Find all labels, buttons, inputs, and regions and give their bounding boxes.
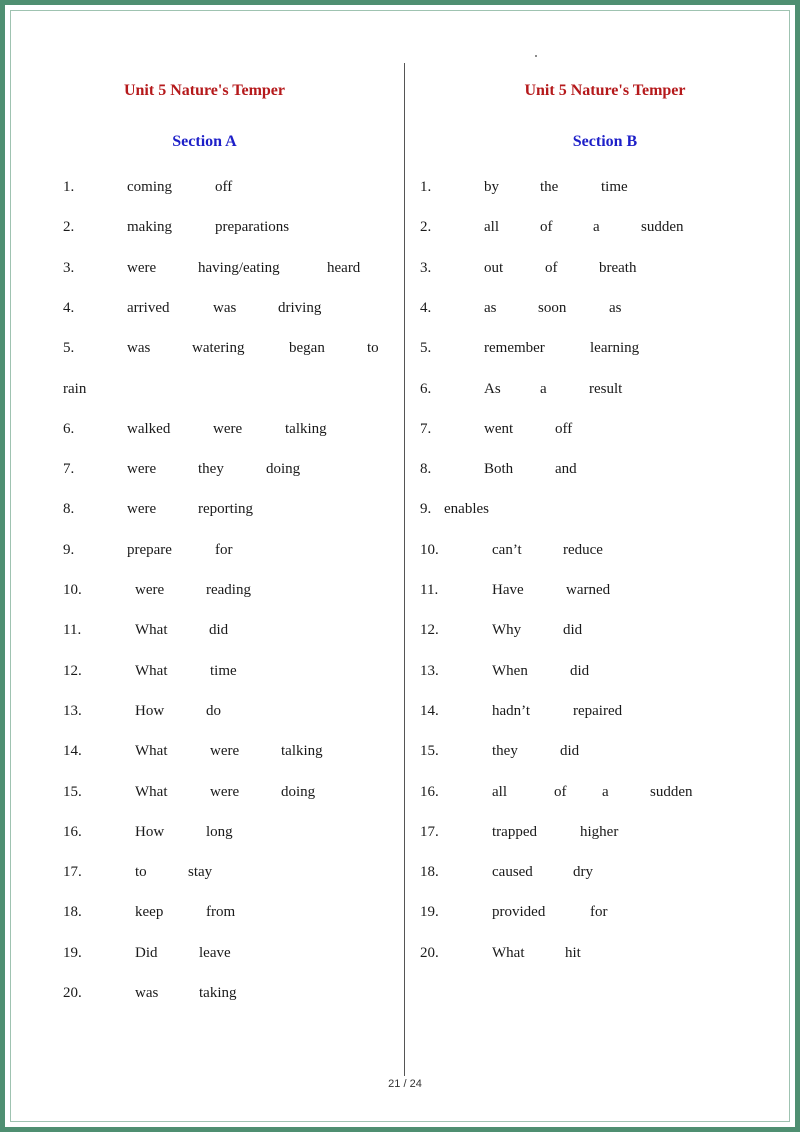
answer-word: a — [593, 219, 600, 236]
page-number: 21 / 24 — [388, 1078, 422, 1090]
answer-word: caused — [492, 864, 533, 881]
item-number: 19. — [420, 904, 439, 921]
answer-word: talking — [285, 420, 327, 437]
answer-row — [405, 542, 800, 564]
item-number: 12. — [63, 662, 82, 679]
answer-word: having/eating — [198, 259, 280, 276]
answer-row — [405, 864, 800, 886]
answer-word: can’t — [492, 541, 522, 558]
answer-row — [405, 179, 800, 201]
answer-word: they — [198, 461, 224, 478]
answer-word: remember — [484, 340, 545, 357]
answer-word: What — [492, 944, 525, 961]
answer-row — [5, 219, 404, 241]
answer-word: of — [545, 259, 558, 276]
answer-row — [5, 864, 404, 886]
answer-row — [405, 340, 800, 362]
answer-word: reduce — [563, 541, 603, 558]
answer-word: of — [540, 219, 553, 236]
answer-row — [5, 179, 404, 201]
item-number: 16. — [420, 783, 439, 800]
answer-word: a — [602, 783, 609, 800]
answer-word: to — [367, 340, 379, 357]
item-number: 11. — [63, 622, 82, 639]
answer-word: all — [484, 219, 499, 236]
answer-word: stay — [188, 864, 213, 881]
answer-word: making — [127, 219, 172, 236]
unit-title-right: Unit 5 Nature's Temper — [524, 82, 686, 99]
answer-word: What — [135, 662, 168, 679]
answer-word: result — [589, 380, 623, 397]
item-number: 10. — [63, 582, 82, 598]
answer-word: Have — [492, 582, 524, 598]
item-number: 2. — [63, 219, 75, 236]
answer-word: all — [492, 783, 507, 800]
item-number: 10. — [420, 541, 439, 558]
answer-word: What — [135, 743, 168, 760]
answer-row — [405, 904, 800, 926]
item-number: 17. — [63, 864, 82, 881]
answer-row — [5, 663, 404, 685]
answer-word: off — [215, 179, 233, 195]
item-number: 7. — [420, 420, 432, 437]
item-number: 13. — [63, 702, 82, 719]
answer-word: leave — [199, 944, 231, 961]
answer-word: by — [484, 179, 499, 195]
answer-row — [5, 784, 404, 806]
answer-word: to — [135, 864, 147, 881]
answer-row — [405, 663, 800, 685]
answer-row — [5, 824, 404, 846]
answer-row — [405, 300, 800, 322]
answer-word: off — [555, 420, 573, 437]
answer-word: long — [206, 823, 233, 840]
answer-row — [5, 421, 404, 443]
item-number: 18. — [420, 864, 439, 881]
answer-word: Did — [135, 944, 158, 961]
answer-row — [405, 381, 800, 403]
item-number: 6. — [63, 420, 75, 437]
item-number: 5. — [63, 340, 75, 357]
item-number: 14. — [63, 743, 82, 760]
item-number: 3. — [63, 259, 75, 276]
answer-word: of — [554, 783, 567, 800]
section-title-a: Section A — [172, 133, 237, 150]
answer-row — [5, 260, 404, 282]
answer-word: as — [484, 299, 497, 316]
answer-word: were — [210, 783, 240, 800]
answer-word: were — [210, 743, 240, 760]
item-number: 6. — [420, 380, 432, 397]
answer-word: higher — [580, 823, 619, 840]
answer-word: was — [127, 340, 151, 357]
answer-row — [405, 582, 800, 604]
item-number: 20. — [63, 985, 82, 1001]
answer-word: were — [127, 259, 157, 276]
item-number: 13. — [420, 662, 439, 679]
answer-row — [5, 582, 404, 604]
answer-row — [5, 985, 404, 1007]
answer-row — [405, 219, 800, 241]
answer-word: watering — [192, 340, 245, 357]
answer-word: heard — [327, 259, 361, 276]
item-number: 3. — [420, 259, 432, 276]
answer-word: and — [555, 461, 577, 478]
answer-word: Both — [484, 461, 514, 478]
answer-row — [5, 945, 404, 967]
unit-title-left: Unit 5 Nature's Temper — [123, 82, 286, 99]
answer-word: repaired — [573, 702, 623, 719]
answer-row — [5, 703, 404, 725]
item-number: 9. — [420, 501, 432, 518]
answer-word: they — [492, 743, 518, 760]
answer-word: did — [560, 743, 580, 760]
answer-word: What — [135, 622, 168, 639]
section-title-b: Section B — [572, 133, 638, 150]
answer-word: How — [135, 823, 165, 840]
answer-word: hadn’t — [492, 702, 531, 719]
answer-word: do — [206, 702, 221, 719]
answer-word: went — [484, 420, 514, 437]
item-number: 20. — [420, 944, 439, 961]
answer-word: for — [215, 541, 233, 558]
answer-word: talking — [281, 743, 323, 760]
answer-word: a — [540, 380, 547, 397]
answer-word: walked — [127, 420, 171, 437]
item-number: 12. — [420, 622, 439, 639]
answer-word: doing — [266, 461, 301, 478]
item-number: 4. — [420, 299, 432, 316]
answer-word: for — [590, 904, 608, 921]
answer-word: did — [563, 622, 583, 639]
answer-word: enables — [444, 501, 489, 518]
answer-row — [405, 743, 800, 765]
answer-word: warned — [566, 582, 611, 598]
answer-word: time — [601, 179, 628, 195]
answer-row — [405, 461, 800, 483]
answer-word: reading — [206, 582, 251, 598]
answer-word: time — [210, 662, 237, 679]
answer-row — [405, 703, 800, 725]
answer-word: What — [135, 783, 168, 800]
answer-row — [5, 381, 404, 403]
item-number: 15. — [63, 783, 82, 800]
answer-word: trapped — [492, 823, 537, 840]
answer-word: were — [127, 501, 157, 518]
answer-word: hit — [565, 944, 581, 961]
answer-word: coming — [127, 179, 172, 195]
item-number: 8. — [420, 461, 432, 478]
answer-word: from — [206, 904, 236, 921]
speck — [535, 55, 537, 57]
answer-row — [405, 421, 800, 443]
answer-row — [405, 784, 800, 806]
answer-word: sudden — [641, 219, 684, 236]
answer-word: rain — [63, 380, 87, 397]
answer-word: began — [289, 340, 325, 357]
answer-word: As — [484, 380, 501, 397]
answer-word: were — [213, 420, 243, 437]
item-number: 8. — [63, 501, 75, 518]
item-number: 18. — [63, 904, 82, 921]
answer-word: learning — [590, 340, 640, 357]
answer-row — [5, 340, 404, 362]
item-number: 1. — [420, 179, 432, 195]
answer-word: doing — [281, 783, 316, 800]
answer-word: dry — [573, 864, 593, 881]
answer-row — [405, 945, 800, 967]
item-number: 9. — [63, 541, 75, 558]
answer-row — [405, 824, 800, 846]
answer-row — [5, 501, 404, 523]
answer-word: keep — [135, 904, 164, 921]
answer-word: preparations — [215, 219, 290, 236]
answer-word: as — [609, 299, 622, 316]
item-number: 14. — [420, 702, 439, 719]
answer-word: out — [484, 259, 504, 276]
answer-word: did — [209, 622, 229, 639]
answer-row — [405, 622, 800, 644]
answer-word: were — [135, 582, 165, 598]
item-number: 5. — [420, 340, 432, 357]
item-number: 7. — [63, 461, 75, 478]
answer-word: the — [540, 179, 559, 195]
answer-word: soon — [538, 299, 567, 316]
answer-word: was — [135, 985, 159, 1001]
item-number: 1. — [63, 179, 75, 195]
answer-word: breath — [599, 259, 637, 276]
answer-row — [5, 300, 404, 322]
answer-word: was — [213, 299, 237, 316]
item-number: 17. — [420, 823, 439, 840]
answer-word: driving — [278, 299, 322, 316]
answer-word: How — [135, 702, 165, 719]
answer-word: did — [570, 662, 590, 679]
answer-word: Why — [492, 622, 522, 639]
answer-word: When — [492, 662, 528, 679]
answer-word: reporting — [198, 501, 253, 518]
answer-row — [5, 542, 404, 564]
answer-word: taking — [199, 985, 237, 1001]
answer-word: arrived — [127, 299, 170, 316]
item-number: 11. — [420, 582, 439, 598]
item-number: 4. — [63, 299, 75, 316]
answer-row — [405, 501, 800, 523]
answer-word: were — [127, 461, 157, 478]
answer-row — [5, 622, 404, 644]
answer-row — [5, 743, 404, 765]
answer-word: prepare — [127, 541, 172, 558]
answer-word: sudden — [650, 783, 693, 800]
item-number: 19. — [63, 944, 82, 961]
item-number: 16. — [63, 823, 82, 840]
answer-row — [5, 904, 404, 926]
item-number: 15. — [420, 743, 439, 760]
item-number: 2. — [420, 219, 432, 236]
answer-row — [405, 260, 800, 282]
answer-row — [5, 461, 404, 483]
answer-word: provided — [492, 904, 546, 921]
